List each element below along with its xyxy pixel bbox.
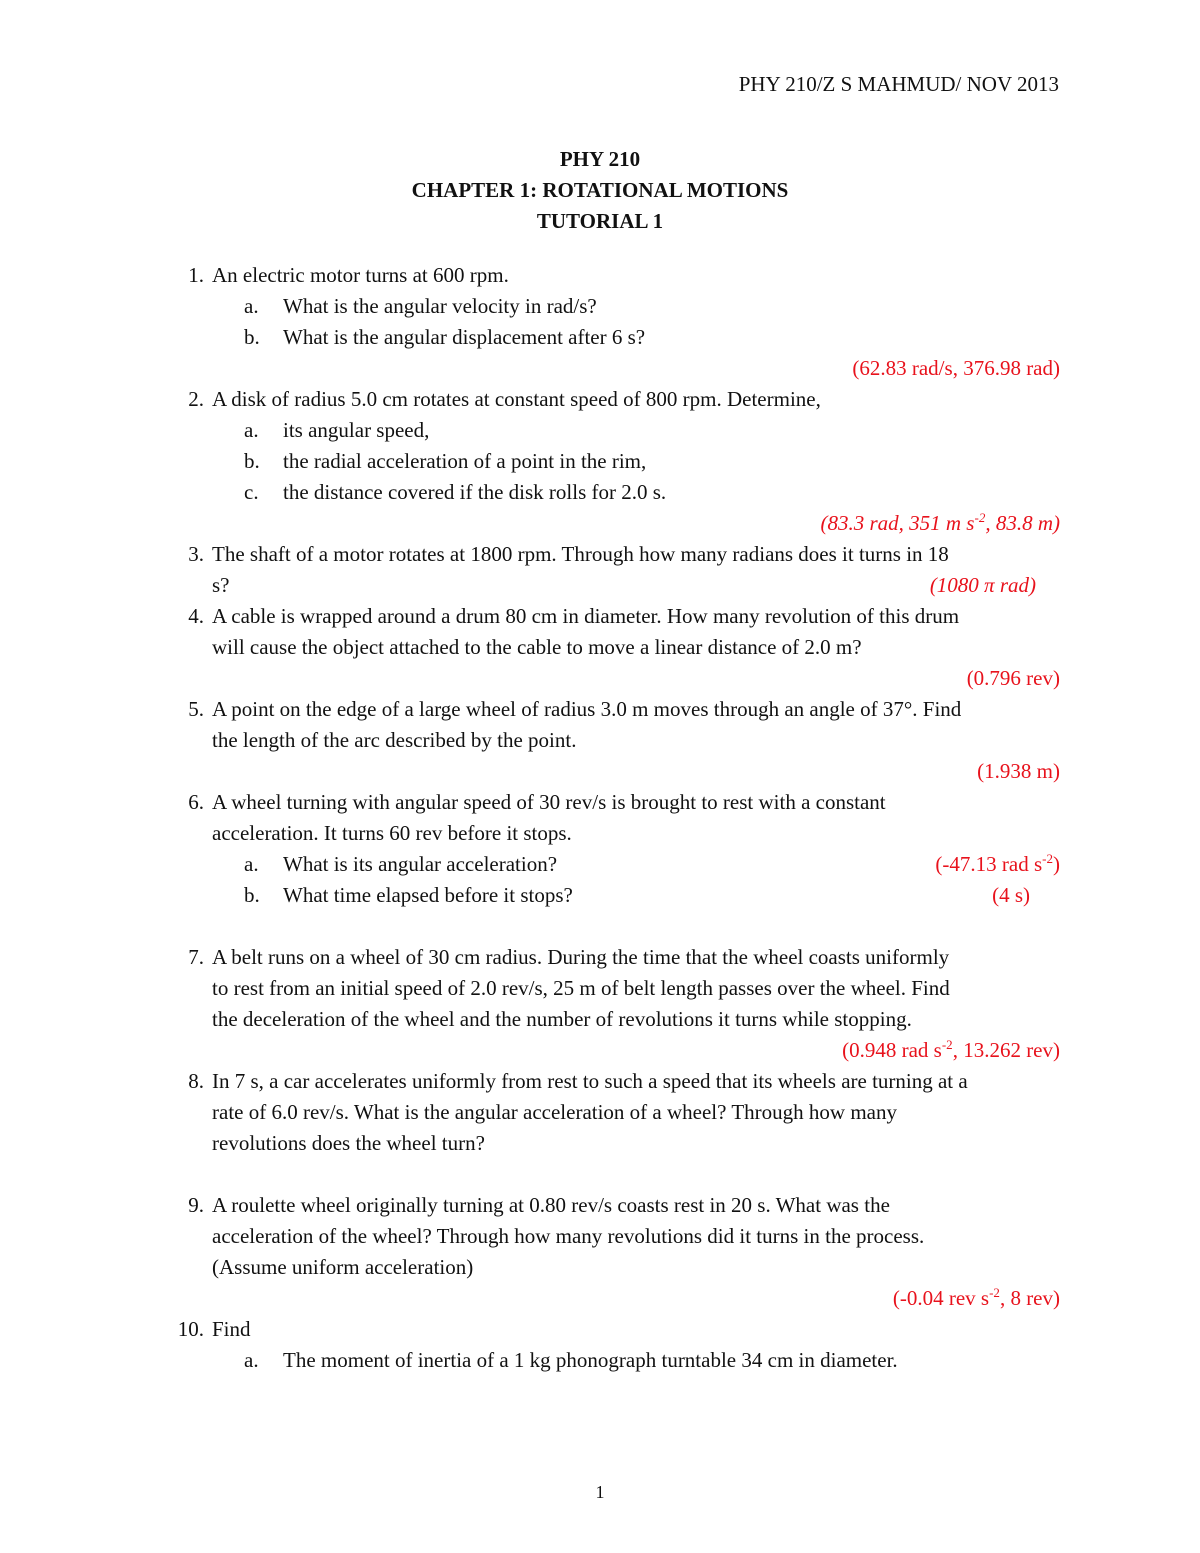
sub-letter: a. xyxy=(244,294,259,318)
question-text: rate of 6.0 rev/s. What is the angular acceleration of a wheel? Through how many xyxy=(212,1100,897,1124)
question-number: 6. xyxy=(188,790,204,814)
question-number: 1. xyxy=(188,263,204,287)
question-text: the deceleration of the wheel and the number of revolutions it turns while stopping. xyxy=(212,1007,912,1031)
question-text: to rest from an initial speed of 2.0 rev/s, 25 m of belt length passes over the wheel. Find xyxy=(212,976,950,1000)
answer-text: , 83.8 m) xyxy=(985,511,1060,535)
question-number: 8. xyxy=(188,1069,204,1093)
question-10 xyxy=(172,1314,1060,1345)
answer-text: (-0.04 rev s xyxy=(892,1286,990,1310)
title-block xyxy=(0,144,1200,237)
answer xyxy=(172,1283,1060,1314)
question-text: A wheel turning with angular speed of 30 rev/s is brought to rest with a constant xyxy=(212,790,886,814)
sub-question xyxy=(172,477,1060,508)
sub-text: The moment of inertia of a 1 kg phonograph turntable 34 cm in diameter. xyxy=(283,1348,898,1372)
question-text: Find xyxy=(212,1317,251,1341)
question-5 xyxy=(172,694,1060,756)
question-8 xyxy=(172,1066,1060,1159)
answer: (0.796 rev) xyxy=(966,666,1060,690)
question-text: A cable is wrapped around a drum 80 cm in diameter. How many revolution of this drum xyxy=(212,604,960,628)
question-list xyxy=(172,260,1060,1376)
page-number: 1 xyxy=(595,1482,605,1502)
answer xyxy=(935,849,1060,880)
sub-letter: b. xyxy=(244,883,260,907)
answer-exponent: -2 xyxy=(974,510,986,525)
sub-question xyxy=(172,415,1060,446)
sub-question xyxy=(172,1345,1060,1376)
answer xyxy=(172,1035,1060,1066)
sub-text: the radial acceleration of a point in the rim, xyxy=(283,449,647,473)
sub-text: What is its angular acceleration? xyxy=(283,852,558,876)
question-text: acceleration of the wheel? Through how many revolutions did it turns in the process. xyxy=(212,1224,925,1248)
answer-text: (83.3 rad, 351 m s xyxy=(820,511,975,535)
question-text: will cause the object attached to the cable to move a linear distance of 2.0 m? xyxy=(212,635,862,659)
question-text: s? xyxy=(212,573,230,597)
sub-text: What time elapsed before it stops? xyxy=(283,883,573,907)
question-2 xyxy=(172,384,1060,415)
chapter-title: CHAPTER 1: ROTATIONAL MOTIONS xyxy=(411,178,789,202)
answer-text: , 8 rev) xyxy=(999,1286,1060,1310)
question-text: revolutions does the wheel turn? xyxy=(212,1131,485,1155)
question-4 xyxy=(172,601,1060,663)
answer xyxy=(172,508,1060,539)
answer: (4 s) xyxy=(992,883,1030,907)
sub-letter: b. xyxy=(244,449,260,473)
sub-letter: b. xyxy=(244,325,260,349)
course-title: PHY 210 xyxy=(559,147,641,171)
question-text: (Assume uniform acceleration) xyxy=(212,1255,474,1279)
question-text: A point on the edge of a large wheel of radius 3.0 m moves through an angle of 37°. Find xyxy=(212,697,962,721)
question-number: 3. xyxy=(188,542,204,566)
sub-letter: a. xyxy=(244,852,259,876)
answer: (1.938 m) xyxy=(977,759,1060,783)
sub-question xyxy=(172,291,1060,322)
question-1 xyxy=(172,260,1060,291)
sub-text: What is the angular displacement after 6 s? xyxy=(283,325,646,349)
sub-letter: c. xyxy=(244,480,259,504)
sub-text: What is the angular velocity in rad/s? xyxy=(283,294,597,318)
question-text: acceleration. It turns 60 rev before it stops. xyxy=(212,821,572,845)
question-text: A disk of radius 5.0 cm rotates at constant speed of 800 rpm. Determine, xyxy=(212,387,821,411)
question-number: 9. xyxy=(188,1193,204,1217)
answer-text: , 13.262 rev) xyxy=(952,1038,1060,1062)
question-number: 2. xyxy=(188,387,204,411)
sub-text: its angular speed, xyxy=(283,418,430,442)
question-text: The shaft of a motor rotates at 1800 rpm. Through how many radians does it turns in 18 xyxy=(212,542,949,566)
question-3 xyxy=(172,539,1060,601)
sub-question xyxy=(172,849,1060,880)
question-7 xyxy=(172,942,1060,1035)
answer-exponent: -2 xyxy=(941,1037,953,1052)
sub-question xyxy=(172,322,1060,353)
sub-letter: a. xyxy=(244,1348,259,1372)
answer-text: (-47.13 rad s xyxy=(935,852,1043,876)
sub-question xyxy=(172,446,1060,477)
answer-text: (0.948 rad s xyxy=(842,1038,942,1062)
question-6 xyxy=(172,787,1060,849)
question-number: 7. xyxy=(188,945,204,969)
answer: (1080 π rad) xyxy=(929,573,1036,597)
question-text: A belt runs on a wheel of 30 cm radius. During the time that the wheel coasts uniformly xyxy=(212,945,950,969)
sub-question xyxy=(172,880,1060,911)
question-number: 4. xyxy=(188,604,204,628)
answer-exponent: -2 xyxy=(1042,851,1053,866)
question-number: 5. xyxy=(188,697,204,721)
question-text: In 7 s, a car accelerates uniformly from rest to such a speed that its wheels are turning at a xyxy=(212,1069,968,1093)
question-text: the length of the arc described by the point. xyxy=(212,728,577,752)
question-text: A roulette wheel originally turning at 0.80 rev/s coasts rest in 20 s. What was the xyxy=(212,1193,890,1217)
answer-exponent: -2 xyxy=(989,1285,1000,1300)
sub-letter: a. xyxy=(244,418,259,442)
question-9 xyxy=(172,1190,1060,1283)
tutorial-title: TUTORIAL 1 xyxy=(536,209,664,233)
answer: (62.83 rad/s, 376.98 rad) xyxy=(852,356,1060,380)
sub-text: the distance covered if the disk rolls for 2.0 s. xyxy=(283,480,667,504)
question-text: An electric motor turns at 600 rpm. xyxy=(212,263,509,287)
question-number: 10. xyxy=(177,1317,204,1341)
answer-text: ) xyxy=(1053,852,1060,876)
page-header: PHY 210/Z S MAHMUD/ NOV 2013 xyxy=(738,72,1059,96)
